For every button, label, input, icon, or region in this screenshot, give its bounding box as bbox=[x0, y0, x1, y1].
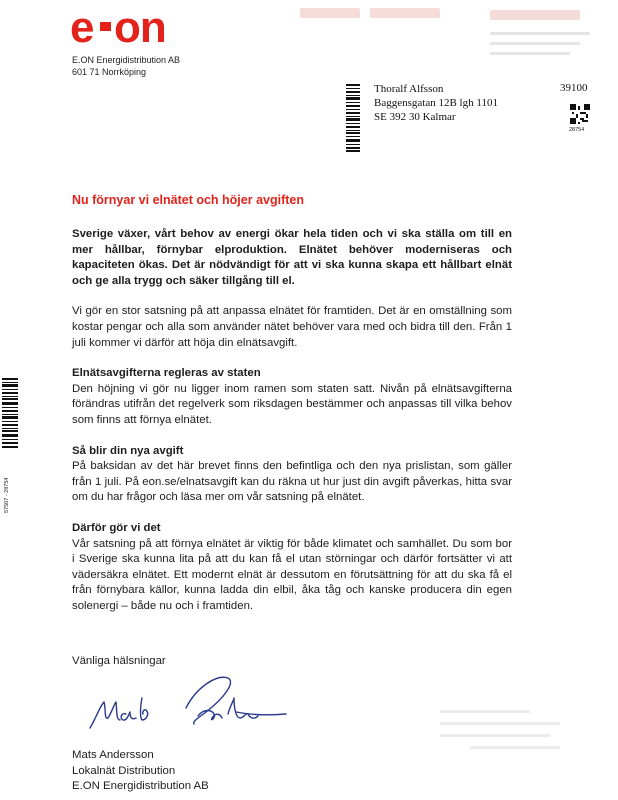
section-title-regulation: Elnätsavgifterna regleras av staten bbox=[72, 367, 261, 380]
svg-text:on: on bbox=[114, 4, 166, 50]
side-print bbox=[4, 455, 14, 515]
signer-title: Lokalnät Distribution bbox=[72, 764, 176, 777]
sender-postal: 601 71 Norrköping bbox=[72, 67, 147, 77]
handwritten-signature bbox=[86, 668, 306, 746]
signer-company: E.ON Energidistribution AB bbox=[72, 780, 209, 793]
letter-body bbox=[72, 227, 512, 629]
greeting: Vänliga hälsningar bbox=[72, 655, 166, 667]
signer-block bbox=[72, 748, 209, 795]
section-title-why: Därför gör vi det bbox=[72, 521, 161, 534]
svg-text:e: e bbox=[70, 4, 94, 50]
section-text-why: Vår satsning på att förnya elnätet är viktig för både klimatet och samhället. Du som bor i Sverige ska kunna lita på att du kan få el utan störningar och därför fortsätter vi att vädersäkra elnätet. Ett modernt elnät är dessutom en förutsättning för att du ska få el från förnybara källor, kunna ladda din elbil, åka tåg och kanske producera din egen solenergi – både nu och i framtiden. bbox=[72, 537, 512, 612]
eon-logo-graphic bbox=[70, 4, 210, 50]
recipient-address bbox=[374, 82, 498, 124]
side-print-text: 57507 - 28754 bbox=[4, 477, 10, 513]
lead-paragraph: Sverige växer, vårt behov av energi ökar hela tiden och vi ska ställa om till en mer hållbar, förnybar elproduktion. Elnätet behöver moderniseras och kapaciteten ökas. Det är nödvändigt för att vi ska kunna skapa ett hållbart elnät och ge alla trygg och säker tillgång till el. bbox=[72, 228, 512, 287]
signer-name: Mats Andersson bbox=[72, 749, 154, 761]
intro-paragraph: Vi gör en stor satsning på att anpassa elnätet för framtiden. Det är en omställning som kostar pengar och alla som använder nätet behöver vara med och bidra till den. Från 1 juli kommer vi därför att höja din elnätsavgift. bbox=[72, 305, 512, 349]
recipient-code: 39100 bbox=[560, 82, 588, 94]
eon-logo bbox=[70, 4, 210, 50]
show-through-text bbox=[300, 2, 600, 72]
qr-code bbox=[570, 104, 590, 124]
side-barcode bbox=[2, 378, 18, 448]
letter-heading: Nu förnyar vi elnätet och höjer avgiften bbox=[72, 193, 304, 207]
sender-address bbox=[72, 54, 180, 78]
recipient-street: Baggensgatan 12B lgh 1101 bbox=[374, 97, 498, 109]
show-through-text-bottom bbox=[430, 700, 610, 780]
section-text-new-fee: På baksidan av det här brevet finns den befintliga och den nya prislistan, som gäller från 1 juli. På eon.se/elnatsavgift kan du räkna ut hur just din avgift påverkas, hitta svar om du har frågor och läsa mer om vår satsning på elnätet. bbox=[72, 460, 512, 504]
recipient-name: Thoralf Alfsson bbox=[374, 83, 444, 95]
address-barcode bbox=[346, 84, 360, 152]
sender-company: E.ON Energidistribution AB bbox=[72, 55, 181, 65]
recipient-city: SE 392 30 Kalmar bbox=[374, 111, 456, 123]
section-text-regulation: Den höjning vi gör nu ligger inom ramen som staten satt. Nivån på elnätsavgifterna förändras utifrån det regelverk som riksdagen bestämmer och anpassas till vilka behov som finns att förnya elnätet. bbox=[72, 382, 512, 426]
qr-number: 28754 bbox=[569, 127, 585, 133]
section-title-new-fee: Så blir din nya avgift bbox=[72, 444, 184, 457]
